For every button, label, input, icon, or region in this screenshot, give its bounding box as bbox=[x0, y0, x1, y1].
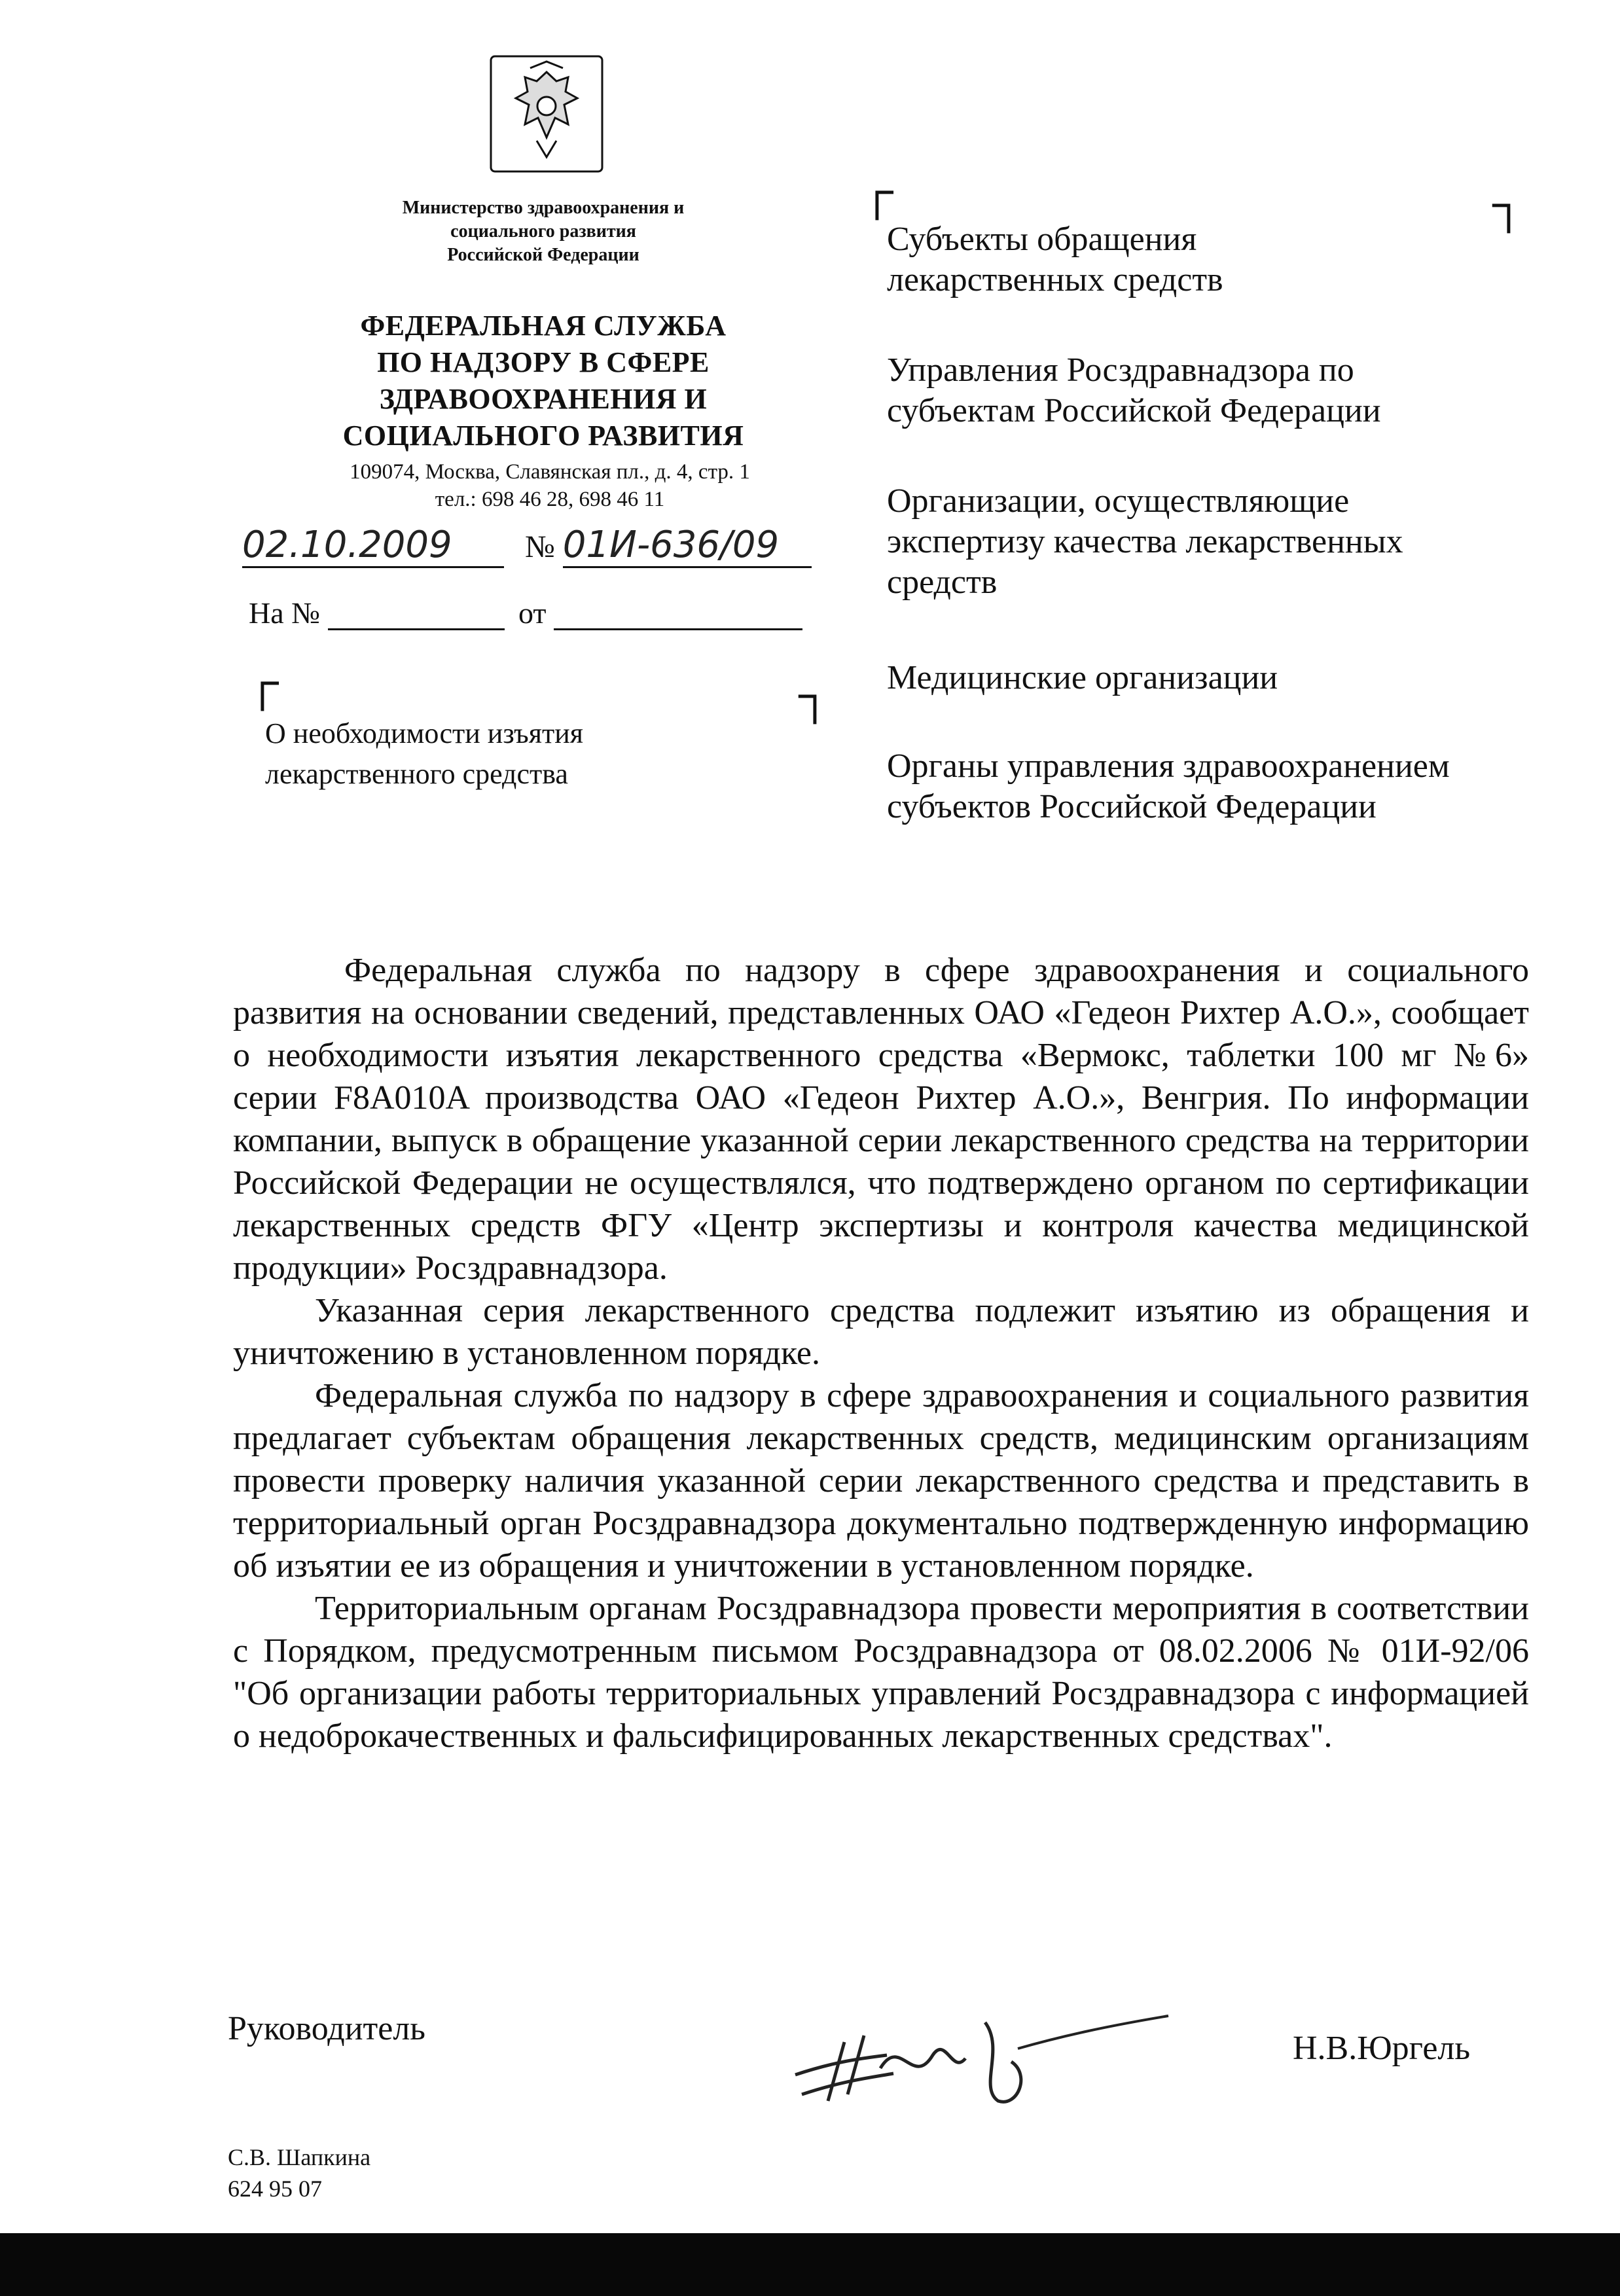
service-name: ФЕДЕРАЛЬНАЯ СЛУЖБА ПО НАДЗОРУ В СФЕРЕ ЗДРАВООХРАНЕНИЯ И СОЦИАЛЬНОГО РАЗВИТИЯ bbox=[342, 310, 744, 452]
na-label: На № bbox=[249, 596, 321, 630]
outgoing-date: 02.10.2009 bbox=[242, 524, 504, 568]
addressee-block: Субъекты обращения лекарственных средств bbox=[887, 221, 1223, 298]
addressee-block: Организации, осуществляющие экспертизу качества лекарственных средств bbox=[887, 482, 1403, 601]
executor-name: С.В. Шапкина bbox=[228, 2144, 371, 2170]
addressee-block: Органы управления здравоохранением субъектов Российской Федерации bbox=[887, 747, 1450, 825]
addressee-block: Управления Росздравнадзора по субъектам Российской Федерации bbox=[887, 351, 1381, 429]
bracket-corner: ┌ bbox=[861, 164, 893, 217]
bracket-corner: ┐ bbox=[799, 668, 831, 721]
bracket-corner: ┐ bbox=[1492, 177, 1525, 230]
na-blank bbox=[328, 602, 505, 630]
addressee-block: Медицинские организации bbox=[887, 659, 1278, 696]
ot-label: от bbox=[518, 596, 547, 630]
reference-row bbox=[249, 596, 838, 630]
body-paragraph: Территориальным органам Росздравнадзора провести мероприятия в соответствии с Порядком, предусмотренным письмом Росздравнадзора от 08.02.2006 № 01И-92/06 "Об организации работы территориальных управлений Росздравнадзора с информацией о недоброкачественных и фальсифицированных лекарственных средствах". bbox=[233, 1590, 1529, 1755]
body-paragraph: Федеральная служба по надзору в сфере здравоохранения и социального развития на основании сведений, представленных ОАО «Гедеон Рихтер А.О.», сообщает о необходимости изъятия лекарственного средства «Вермокс, таблетки 100 мг №6» серии F8A010A производства ОАО «Гедеон Рихтер А.О.», Венгрия. По информации компании, выпуск в обращение указанной серии лекарственного средства на территории Российской Федерации не осуществлялся, что подтверждено органом по сертификации лекарственных средств ФГУ «Центр экспертизы и контроля качества медицинской продукции» Росздравнадзора. bbox=[233, 952, 1529, 1287]
executor-phone: 624 95 07 bbox=[228, 2176, 322, 2202]
service-address bbox=[301, 458, 799, 513]
number-label: № bbox=[525, 529, 555, 564]
phone-line: тел.: 698 46 28, 698 46 11 bbox=[435, 488, 665, 511]
outgoing-number: 01И-636/09 bbox=[563, 524, 812, 568]
handwritten-signature bbox=[782, 1996, 1175, 2108]
body-paragraph: Федеральная служба по надзору в сфере здравоохранения и социального развития предлагает субъектам обращения лекарственных средств, медицинским организациям провести проверку наличия указанной серии лекарственного средства и представить в территориальный орган Росздравнадзора документально подтвержденную информацию об изъятии ее из обращения и уничтожении в установленном порядке. bbox=[233, 1377, 1529, 1585]
scan-border bbox=[0, 2233, 1620, 2296]
outgoing-number-row bbox=[242, 524, 831, 576]
letter-subject: О необходимости изъятия лекарственного средства bbox=[265, 717, 583, 790]
letter-body bbox=[233, 949, 1529, 1757]
coat-of-arms-emblem bbox=[484, 52, 609, 177]
address-line: 109074, Москва, Славянская пл., д. 4, стр. 1 bbox=[350, 460, 750, 484]
ot-blank bbox=[554, 602, 802, 630]
body-paragraph: Указанная серия лекарственного средства подлежит изъятию из обращения и уничтожению в установленном порядке. bbox=[233, 1292, 1529, 1372]
bracket-corner: ┌ bbox=[246, 655, 279, 708]
signatory-name: Н.В.Юргель bbox=[1293, 2030, 1471, 2067]
ministry-name: Министерство здравоохранения и социального развития Российской Федерации bbox=[402, 198, 685, 265]
signatory-title: Руководитель bbox=[228, 2010, 425, 2047]
executor-info bbox=[228, 2142, 370, 2204]
